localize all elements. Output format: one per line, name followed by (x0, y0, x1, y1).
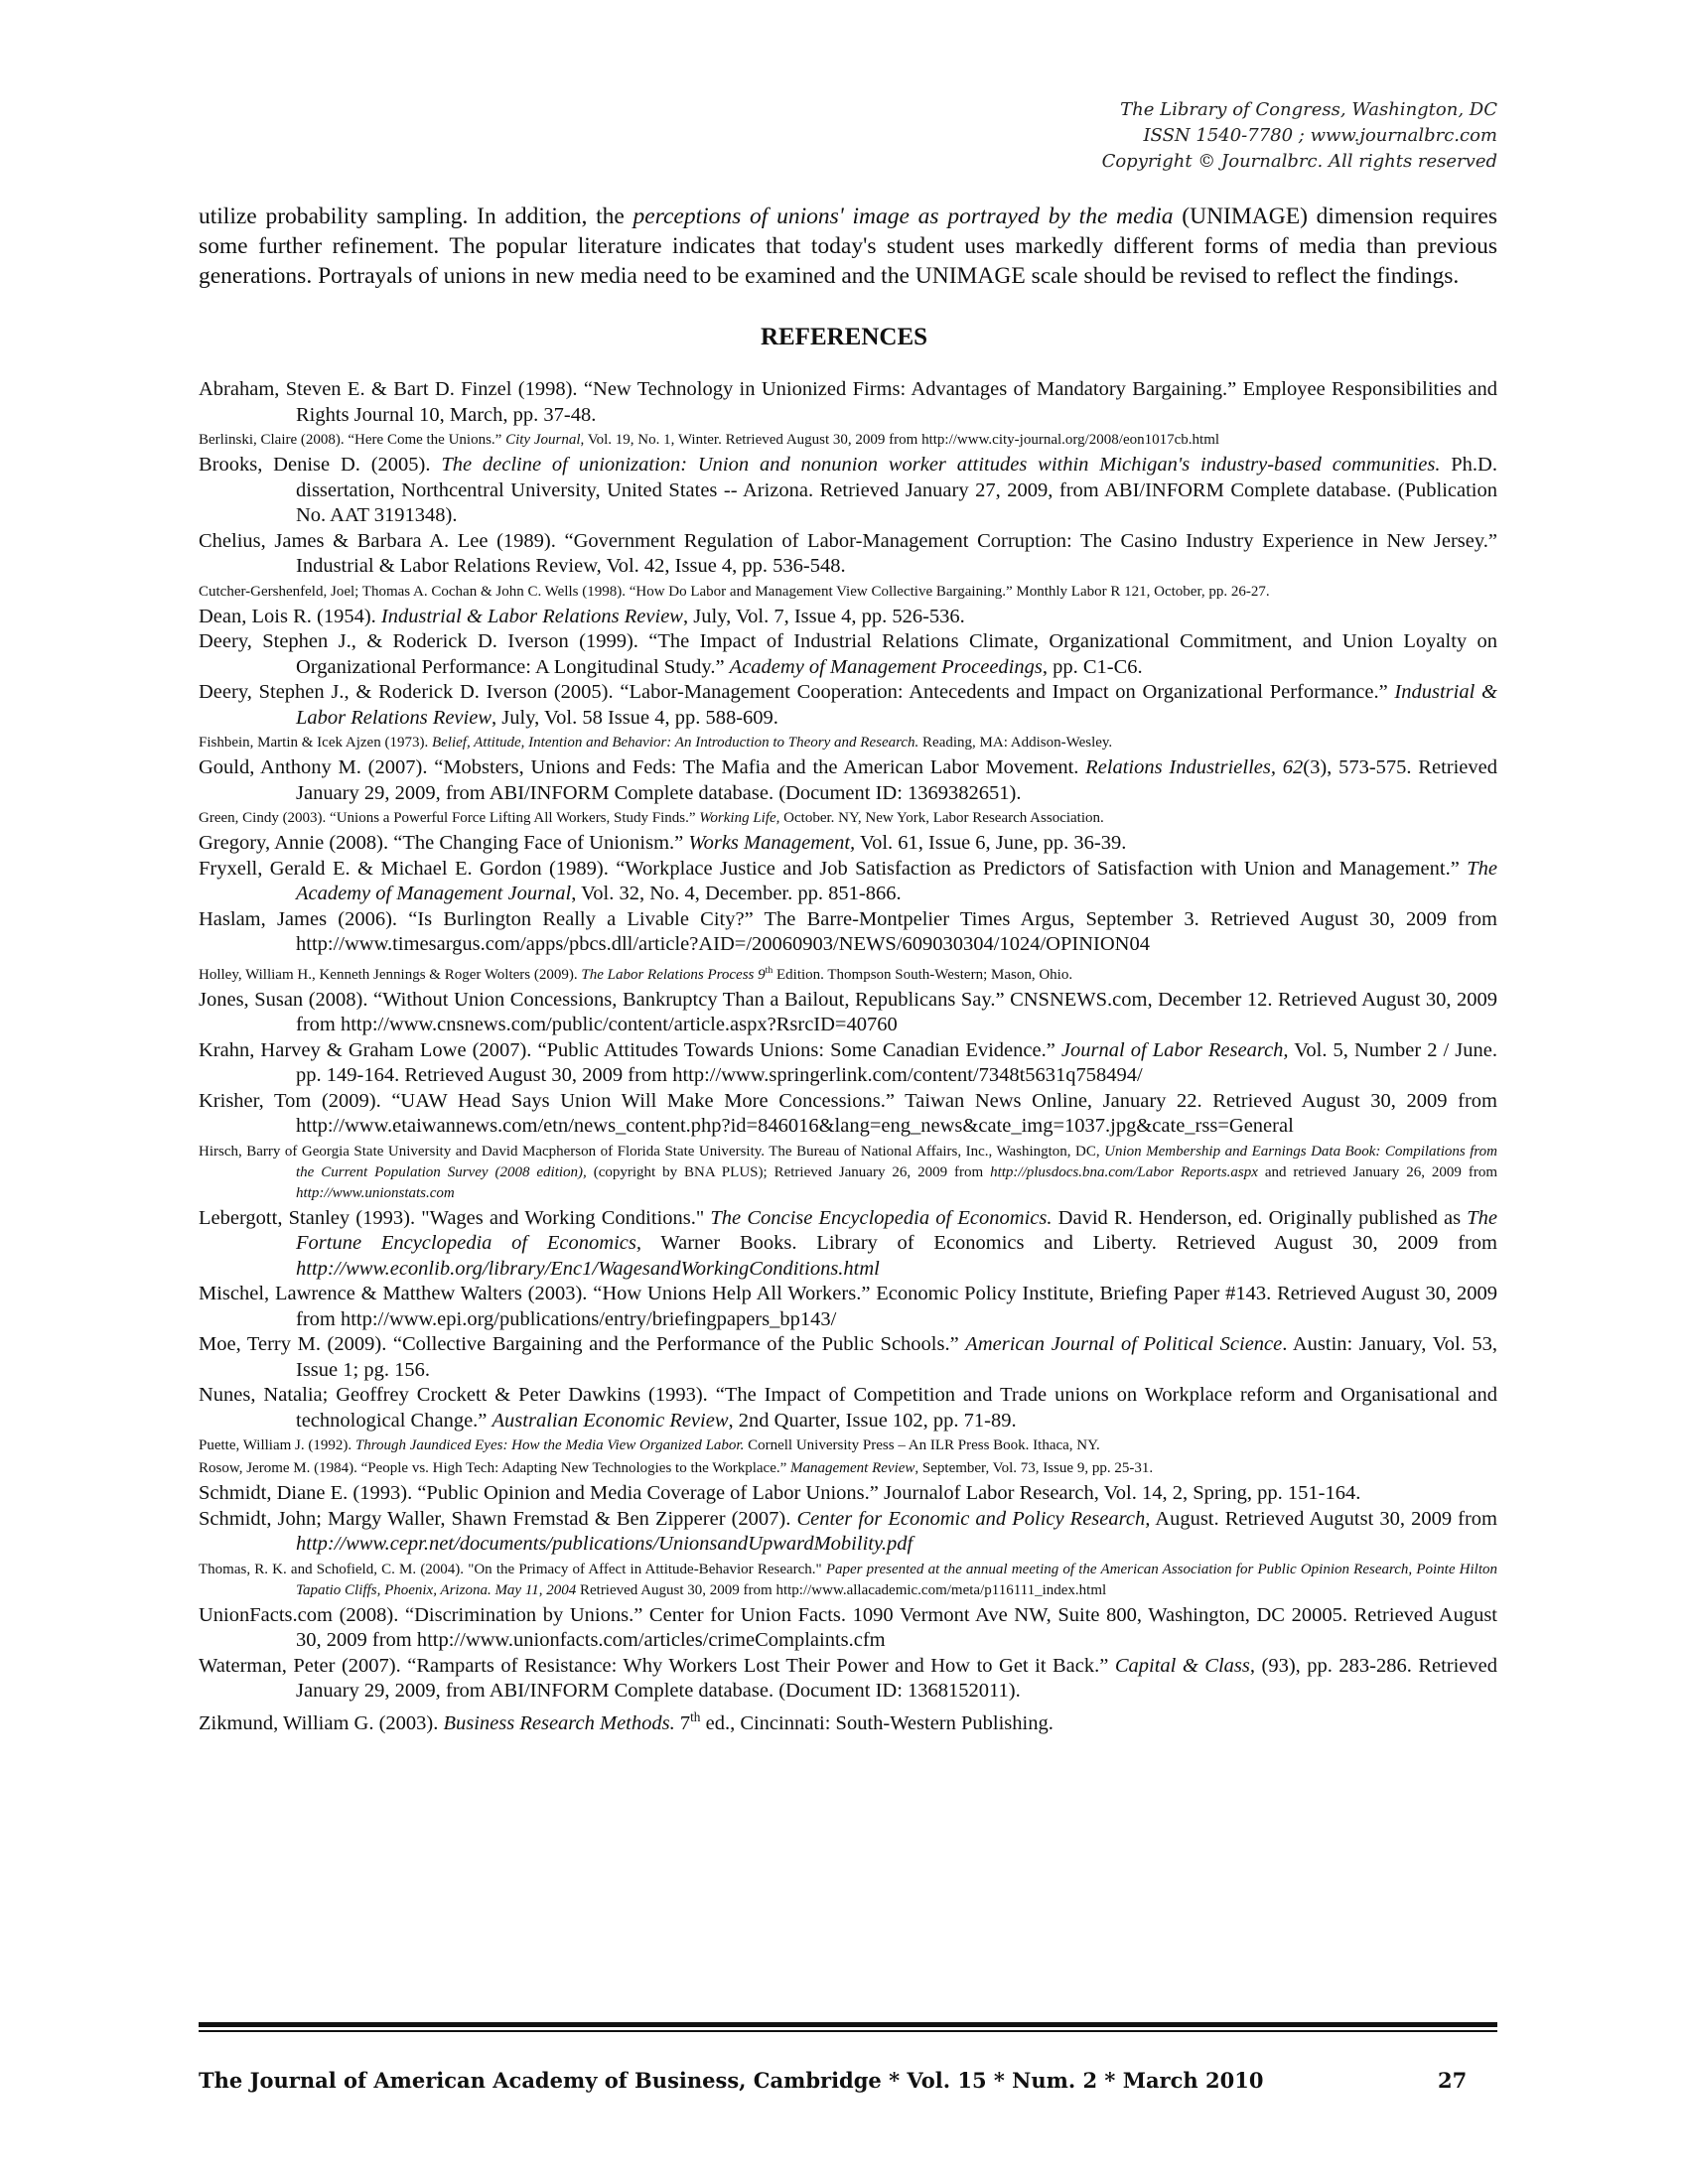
reference-entry (199, 733, 1497, 753)
reference-text: Works Management, (688, 832, 856, 854)
reference-text: Union Membership and Earnings Data Book: Compilations from the Current Population Survey (2008 edition), (296, 1143, 1497, 1180)
reference-text: , pp. C1-C6. (1042, 655, 1143, 678)
reference-text: Deery, Stephen J., & Roderick D. Iverson (1999). “The Impact of Industrial Relations Climate, Organizational Commitment, and Union Loyalty on Organizational Performance: A Longitudinal Study.” (199, 630, 1497, 678)
reference-text: Relations Industrielles, 62 (1085, 756, 1304, 778)
reference-text: Business Research Methods. (443, 1711, 675, 1734)
reference-text: American Journal of Political Science (965, 1333, 1283, 1355)
reference-text: Through Jaundiced Eyes: How the Media View Organized Labor. (354, 1437, 745, 1453)
reference-text: Warner Books. Library of Economics and Liberty. Retrieved August 30, 2009 from (640, 1232, 1497, 1254)
reference-entry (199, 1383, 1497, 1433)
reference-text: Retrieved August 30, 2009 from http://www.allacademic.com/meta/p116111_index.html (576, 1581, 1107, 1598)
reference-text: th (690, 1708, 701, 1724)
reference-text: Krisher, Tom (2009). “UAW Head Says Union Will Make More Concessions.” Taiwan News Online, January 22. Retrieved August 30, 2009 from http://www.etaiwannews.com/etn/news_content.php?id=846016&lang=eng_news&cate_img=1037.jpg&cate_rss=General (199, 1089, 1497, 1137)
reference-entry (199, 755, 1497, 806)
header-line-1: The Library of Congress, Washington, DC (1120, 99, 1497, 120)
reference-text: Nunes, Natalia; Geoffrey Crockett & Peter Dawkins (1993). “The Impact of Competition and Trade unions on Workplace reform and Organisational and technological Change.” (199, 1384, 1497, 1432)
reference-text: , July, Vol. 58 Issue 4, pp. 588-609. (492, 706, 778, 729)
reference-text: Zikmund, William G. (2003). (199, 1711, 444, 1734)
reference-entry (199, 680, 1497, 731)
reference-text: Green, Cindy (2003). “Unions a Powerful Force Lifting All Workers, Study Finds.” (199, 810, 700, 826)
reference-text: Academy of Management Proceedings (729, 655, 1043, 678)
reference-text: Haslam, James (2006). “Is Burlington Really a Livable City?” The Barre-Montpelier Times Argus, September 3. Retrieved August 30, 2009 from http://www.timesargus.com/apps/pbcs.dll/article?AID=/20060903/NEWS/609030304/1024/OPINION04 (199, 907, 1497, 955)
reference-text: Deery, Stephen J., & Roderick D. Iverson (2005). “Labor-Management Cooperation: Antecedents and Impact on Organizational Performance.” (199, 681, 1395, 703)
reference-entry (199, 377, 1497, 428)
reference-text: The Labor Relations Process 9 (581, 966, 766, 983)
page-header (1102, 97, 1497, 175)
reference-entry (199, 988, 1497, 1038)
reference-entry (199, 1332, 1497, 1383)
intro-paragraph (199, 202, 1497, 291)
reference-text: . Austin: January, Vol. 53, Issue 1; pg. 156. (296, 1333, 1498, 1381)
reference-text: Waterman, Peter (2007). “Ramparts of Resistance: Why Workers Lost Their Power and How to Get it Back.” (199, 1654, 1115, 1677)
reference-text: Schmidt, Diane E. (1993). “Public Opinion and Media Coverage of Labor Unions.” Journalof Labor Research, Vol. 14, 2, Spring, pp. 151-164. (199, 1482, 1361, 1504)
intro-italic: perceptions of unions' image as portrayed by the media (633, 204, 1174, 229)
reference-text: (3), 573-575. Retrieved January 29, 2009, from ABI/INFORM Complete database. (Document ID: 1369382651). (296, 756, 1497, 804)
reference-entry (199, 1654, 1497, 1705)
reference-entry (199, 453, 1497, 529)
reference-entry (199, 1603, 1497, 1654)
reference-text: Vol. 5, Number 2 / June. pp. 149-164. Retrieved August 30, 2009 from http://www.springerlink.com/content/7348t5631q758494/ (296, 1038, 1497, 1086)
reference-entry (199, 808, 1497, 829)
reference-text: 7 (674, 1711, 691, 1734)
reference-text: Industrial & Labor Relations Review (296, 681, 1497, 729)
reference-entry (199, 1089, 1497, 1140)
reference-text: Holley, William H., Kenneth Jennings & Roger Wolters (2009). (199, 966, 582, 983)
reference-text: Puette, William J. (1992). (199, 1437, 355, 1453)
reference-entry (199, 1206, 1497, 1283)
reference-text: Reading, MA: Addison-Wesley. (918, 735, 1113, 751)
reference-text: Hirsch, Barry of Georgia State University and David Macpherson of Florida State University. The Bureau of National Affairs, Inc., Washington, DC, (199, 1143, 1105, 1160)
reference-text: , Vol. 19, No. 1, Winter. Retrieved August 30, 2009 from http://www.city-journal.org/2008/eon1017cb.html (580, 432, 1220, 448)
reference-text: October. NY, New York, Labor Research Association. (779, 810, 1104, 826)
reference-text: Schmidt, John; Margy Waller, Shawn Fremstad & Ben Zipperer (2007). (199, 1507, 797, 1530)
footer-rule-thick (199, 2022, 1497, 2027)
reference-text: http://www.unionstats.com (296, 1184, 455, 1201)
footer-rule-thin (199, 2030, 1497, 2032)
reference-text: Jones, Susan (2008). “Without Union Concessions, Bankruptcy Than a Bailout, Republicans Say.” CNSNEWS.com, December 12. Retrieved August 30, 2009 from http://www.cnsnews.com/public/content/article.aspx?RsrcID=40760 (199, 988, 1497, 1035)
reference-text: UnionFacts.com (2008). “Discrimination by Unions.” Center for Union Facts. 1090 Vermont Ave NW, Suite 800, Washington, DC 20005. Retrieved August 30, 2009 from http://www.unionfacts.com/articles/crimeComplaints.cfm (199, 1603, 1497, 1651)
reference-text: , 2nd Quarter, Issue 102, pp. 71-89. (728, 1409, 1017, 1432)
reference-entry (199, 857, 1497, 907)
reference-entry (199, 1458, 1497, 1479)
reference-text: David R. Henderson, ed. Originally published as (1052, 1206, 1468, 1229)
reference-text: and retrieved January 26, 2009 from (1257, 1163, 1497, 1180)
reference-text: http://plusdocs.bna.com/Labor Reports.aspx (990, 1163, 1258, 1180)
references-list (199, 377, 1497, 1736)
reference-text: , September, Vol. 73, Issue 9, pp. 25-31. (914, 1460, 1154, 1476)
references-heading: REFERENCES (760, 324, 928, 350)
reference-entry (199, 1705, 1497, 1736)
intro-text-1: utilize probability sampling. In addition, the (199, 204, 633, 229)
reference-text: Lebergott, Stanley (1993). "Wages and Working Conditions." (199, 1206, 711, 1229)
reference-text: Krahn, Harvey & Graham Lowe (2007). “Public Attitudes Towards Unions: Some Canadian Evidence.” (199, 1038, 1061, 1061)
reference-text: Australian Economic Review (492, 1409, 729, 1432)
reference-text: th (765, 964, 774, 976)
reference-entry (199, 1481, 1497, 1507)
page-number: 27 (1438, 2068, 1468, 2093)
reference-text: Management Review (790, 1460, 915, 1476)
reference-text: Fishbein, Martin & Icek Ajzen (1973). (199, 735, 432, 751)
reference-text: Capital & Class, (1114, 1654, 1255, 1677)
reference-entry (199, 529, 1497, 580)
reference-text: Fryxell, Gerald E. & Michael E. Gordon (1989). “Workplace Justice and Job Satisfaction as Predictors of Satisfaction with Union and Management.” (199, 857, 1468, 880)
reference-text: Gregory, Annie (2008). “The Changing Face of Unionism.” (199, 832, 689, 854)
reference-text: Journal of Labor Research, (1060, 1038, 1289, 1061)
reference-entry (199, 629, 1497, 680)
reference-entry (199, 582, 1497, 603)
reference-entry (199, 1142, 1497, 1204)
reference-text: Moe, Terry M. (2009). “Collective Bargaining and the Performance of the Public Schools.” (199, 1333, 966, 1355)
reference-text: Brooks, Denise D. (2005). (199, 454, 442, 476)
reference-text: The Academy of Management Journal (296, 857, 1497, 904)
reference-text: http://www.cepr.net/documents/publications/UnionsandUpwardMobility.pdf (296, 1533, 914, 1555)
reference-text: Gould, Anthony M. (2007). “Mobsters, Unions and Feds: The Mafia and the American Labor Movement. (199, 756, 1086, 778)
intro-text-2: (UNIMAGE) dimension requires some further refinement. The popular literature indicates that today's student uses markedly different forms of media than previous generations. Portrayals of unions in new media need to be examined and the UNIMAGE scale should be revised to reflect the findings. (199, 204, 1497, 289)
reference-text: (93), pp. 283-286. Retrieved January 29, 2009, from ABI/INFORM Complete database. (Document ID: 1368152011). (296, 1654, 1498, 1702)
reference-text: Rosow, Jerome M. (1984). “People vs. High Tech: Adapting New Technologies to the Workplace.” (199, 1460, 791, 1476)
reference-text: Cutcher-Gershenfeld, Joel; Thomas A. Cochan & John C. Wells (1998). “How Do Labor and Management View Collective Bargaining.” Monthly Labor R 121, October, pp. 26-27. (199, 583, 1270, 600)
reference-text: Thomas, R. K. and Schofield, C. M. (2004). "On the Primacy of Affect in Attitude-Behavior Research." (199, 1561, 826, 1577)
reference-text: Belief, Attitude, Intention and Behavior: An Introduction to Theory and Research. (431, 735, 919, 751)
reference-text: , July, Vol. 7, Issue 4, pp. 526-536. (682, 605, 965, 627)
reference-text: Paper presented at the annual meeting of the American Association for Public Opinion Research, Pointe Hilton Tapatio Cliffs, Phoenix, Arizona. May 11, 2004 (296, 1561, 1497, 1598)
reference-text: Edition. Thompson South-Western; Mason, Ohio. (773, 966, 1073, 983)
reference-text: Vol. 61, Issue 6, June, pp. 36-39. (855, 832, 1127, 854)
reference-text: The Concise Encyclopedia of Economics. (710, 1206, 1053, 1229)
reference-text: http://www.econlib.org/library/Enc1/WagesandWorkingConditions.html (296, 1257, 880, 1280)
reference-text: Abraham, Steven E. & Bart D. Finzel (1998). “New Technology in Unionized Firms: Advantages of Mandatory Bargaining.” Employee Responsibilities and Rights Journal 10, March, pp. 37-48. (199, 378, 1497, 426)
journal-footer: The Journal of American Academy of Business, Cambridge * Vol. 15 * Num. 2 * March 2010 (199, 2068, 1264, 2093)
reference-entry (199, 430, 1497, 451)
reference-text: Working Life, (699, 810, 780, 826)
reference-text: ed., Cincinnati: South-Western Publishing. (700, 1711, 1054, 1734)
reference-text: Berlinski, Claire (2008). “Here Come the Unions.” (199, 432, 506, 448)
reference-entry (199, 831, 1497, 857)
reference-text: Industrial & Labor Relations Review (380, 605, 683, 627)
reference-text: , Vol. 32, No. 4, December. pp. 851-866. (571, 883, 902, 904)
reference-entry (199, 1507, 1497, 1558)
reference-entry (199, 960, 1497, 986)
reference-text: Mischel, Lawrence & Matthew Walters (2003). “How Unions Help All Workers.” Economic Policy Institute, Briefing Paper #143. Retrieved August 30, 2009 from http://www.epi.org/publications/entry/briefingpapers_bp143/ (199, 1283, 1497, 1330)
reference-entry (199, 1038, 1497, 1089)
reference-text: Dean, Lois R. (1954). (199, 605, 381, 627)
reference-text: Cornell University Press – An ILR Press Book. Ithaca, NY. (744, 1437, 1100, 1453)
header-line-3: Copyright © Journalbrc. All rights reserved (1101, 151, 1497, 172)
reference-text: Center for Economic and Policy Research, (796, 1507, 1151, 1530)
reference-text: City Journal (505, 432, 581, 448)
reference-entry (199, 1282, 1497, 1332)
reference-text: The decline of unionization: Union and nonunion worker attitudes within Michigan's industry-based communities. (441, 454, 1441, 476)
reference-text: August. Retrieved Augutst 30, 2009 from (1150, 1507, 1497, 1530)
header-line-2: ISSN 1540-7780 ; www.journalbrc.com (1143, 125, 1497, 146)
reference-text: Chelius, James & Barbara A. Lee (1989). “Government Regulation of Labor-Management Corruption: The Casino Industry Experience in New Jersey.” Industrial & Labor Relations Review, Vol. 42, Issue 4, pp. 536-548. (199, 529, 1497, 577)
reference-entry (199, 1560, 1497, 1601)
reference-text: The Fortune Encyclopedia of Economics, (296, 1206, 1498, 1254)
reference-entry (199, 907, 1497, 958)
reference-text: Ph.D. dissertation, Northcentral University, United States -- Arizona. Retrieved January 27, 2009, from ABI/INFORM Complete database. (Publication No. AAT 3191348). (296, 454, 1497, 526)
reference-entry (199, 605, 1497, 630)
reference-entry (199, 1435, 1497, 1456)
reference-text: (copyright by BNA PLUS); Retrieved January 26, 2009 from (586, 1163, 991, 1180)
